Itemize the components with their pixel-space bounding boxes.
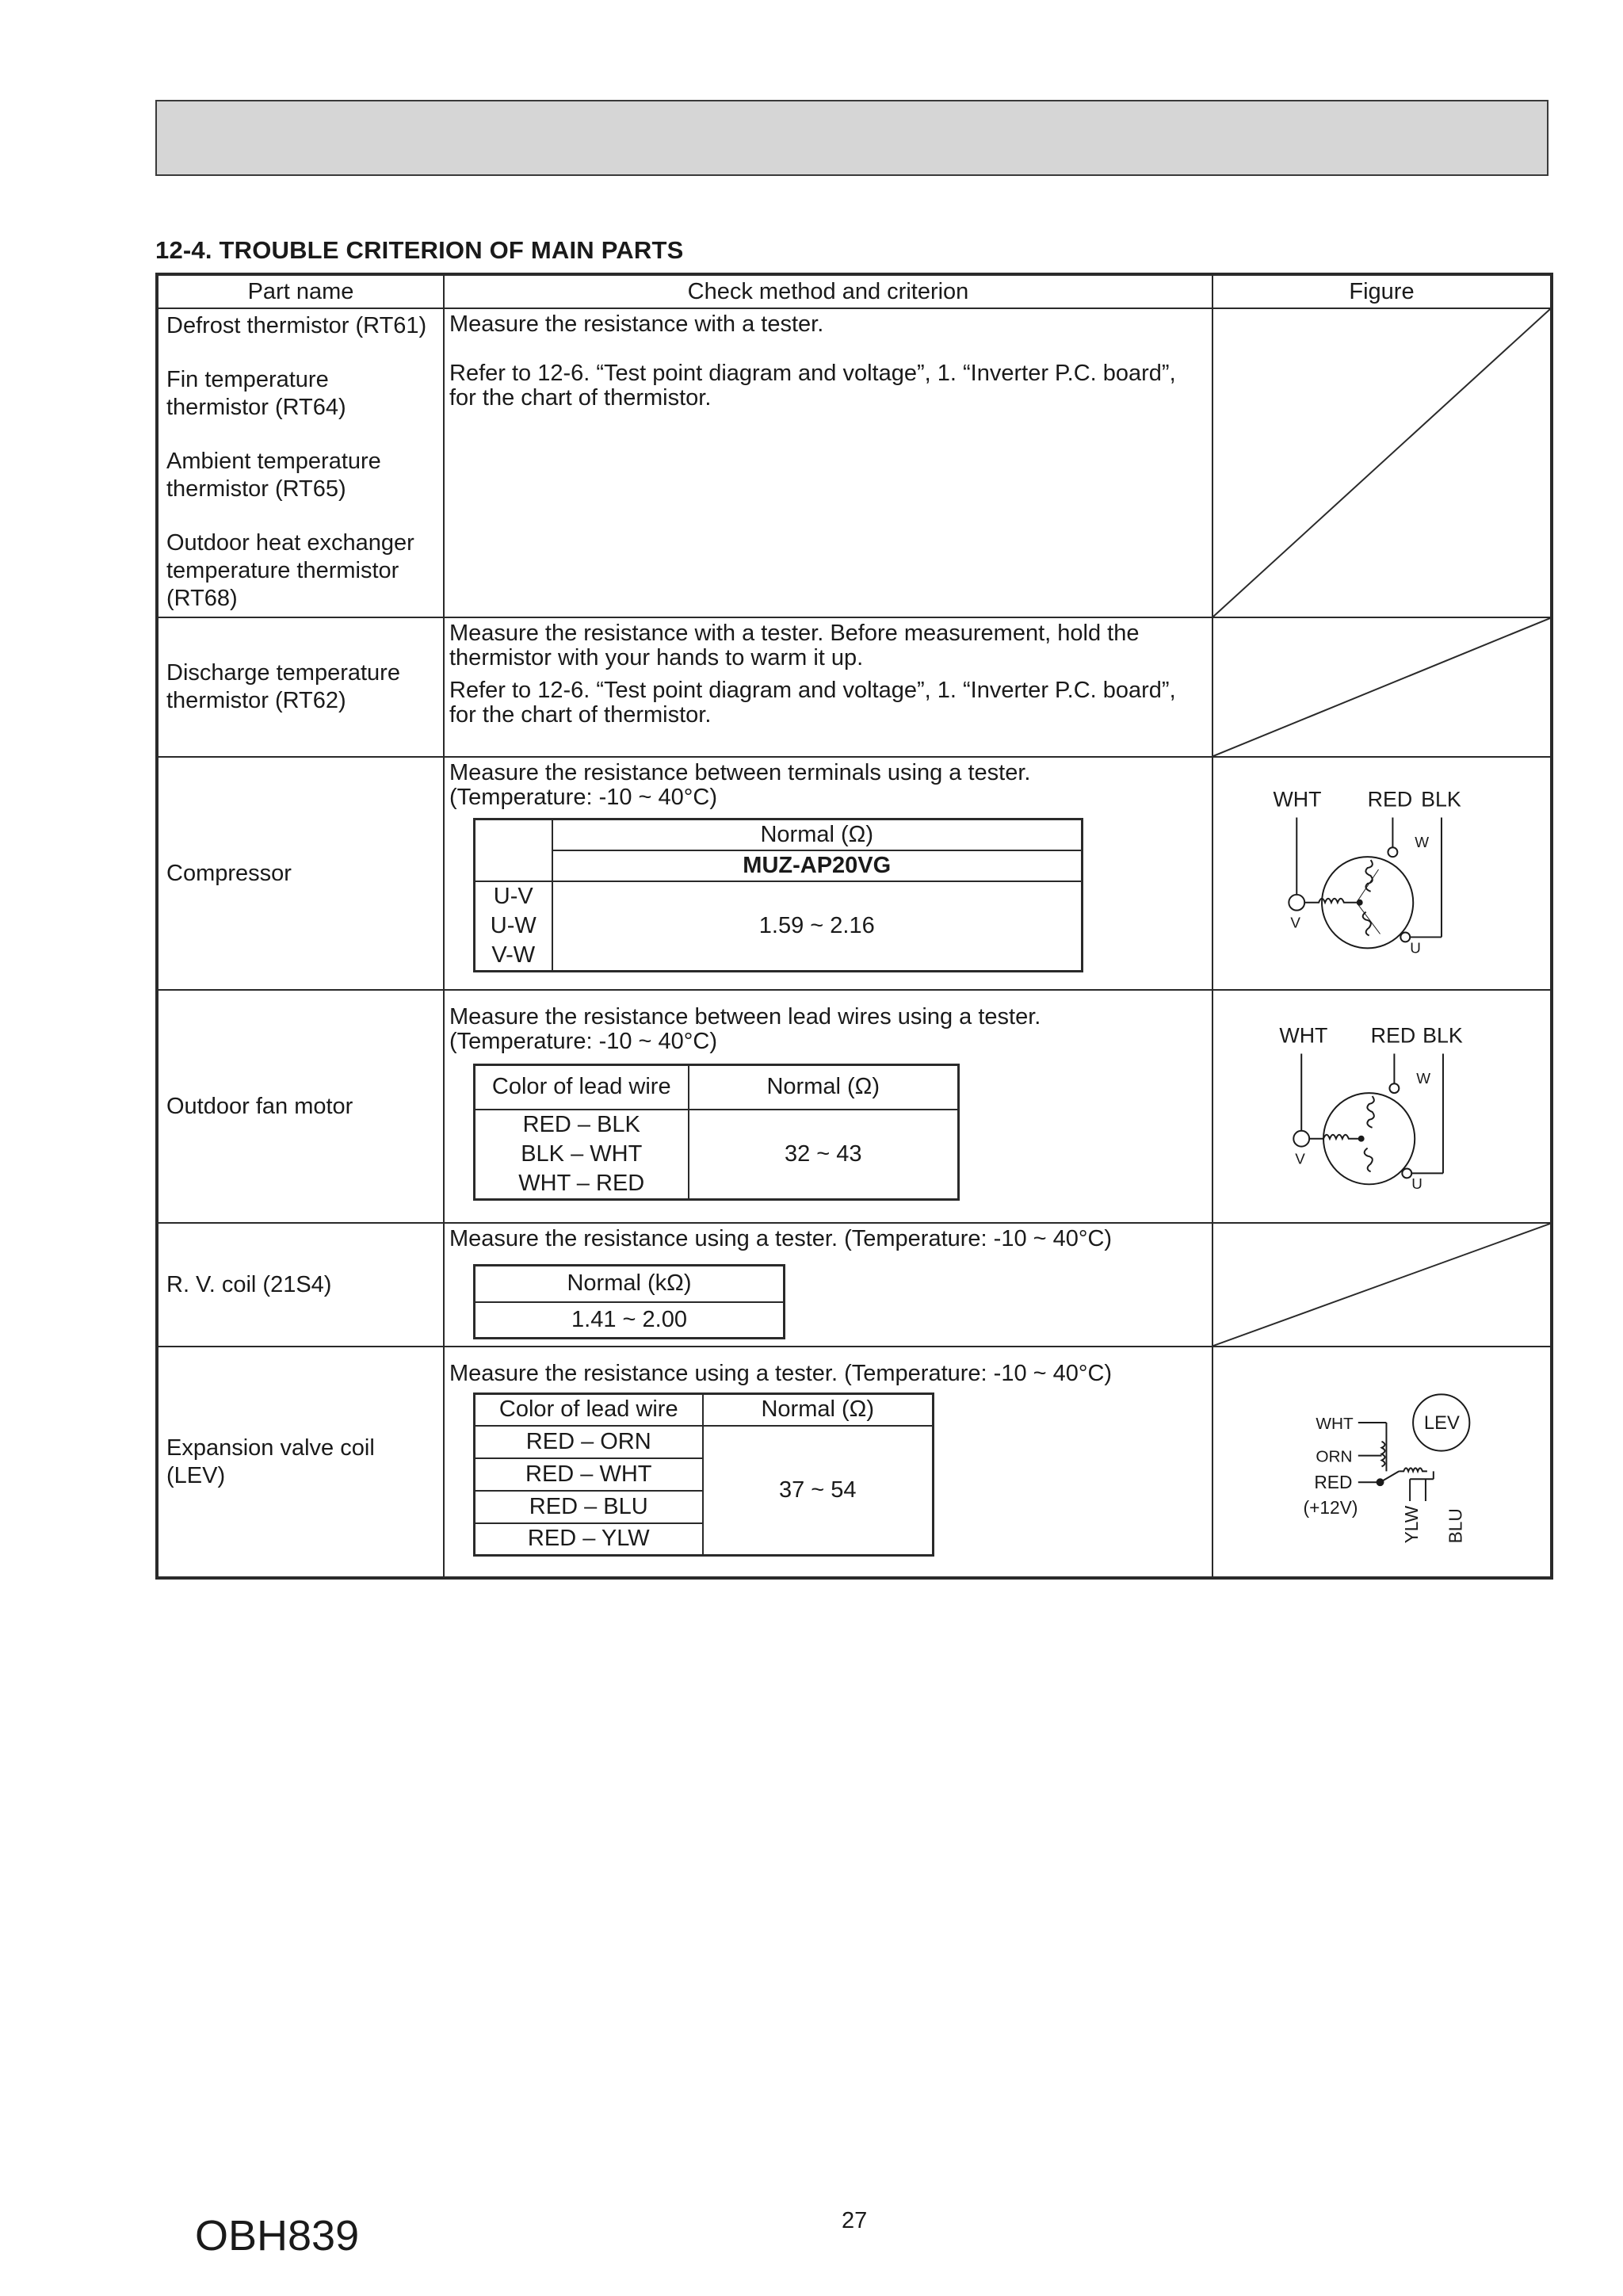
- page-number: 27: [842, 2208, 868, 2233]
- part-name-cell: [157, 308, 444, 617]
- wire-label-ylw: YLW: [1401, 1505, 1423, 1544]
- part-name: Ambient temperature thermistor (RT65): [166, 449, 381, 502]
- part-name-cell: [157, 1347, 444, 1578]
- check-method-cell: [444, 757, 1212, 990]
- figure-cell: [1212, 757, 1552, 990]
- terminal-pair: U-W: [490, 913, 537, 938]
- part-name-cell: [157, 757, 444, 990]
- figure-cell: [1212, 1347, 1552, 1578]
- part-name: Discharge temperature thermistor (RT62): [166, 660, 400, 713]
- check-text: Refer to 12-6. “Test point diagram and voltage”, 1. “Inverter P.C. board”, for the chart of thermistor.: [449, 361, 1176, 411]
- diagonal-line: [1213, 309, 1550, 617]
- check-text: Measure the resistance between lead wires using a tester.: [449, 1004, 1041, 1030]
- part-name: Outdoor heat exchanger temperature thermistor (RT68): [166, 530, 414, 611]
- part-name-cell: [157, 617, 444, 757]
- wire-pair: WHT – RED: [518, 1170, 645, 1196]
- part-name-cell: [157, 1223, 444, 1347]
- lev-wiring-diagram: [1213, 1347, 1550, 1576]
- table-row: [157, 757, 1552, 990]
- part-name: R. V. coil (21S4): [166, 1271, 332, 1297]
- table-row: [157, 617, 1552, 757]
- wire-pair: RED – BLU: [475, 1491, 703, 1523]
- terminal-pair: U-V: [493, 884, 533, 909]
- wire-label-wht: WHT: [1279, 1023, 1328, 1048]
- check-method-cell: [444, 1347, 1212, 1578]
- figure-cell-empty: [1212, 308, 1552, 617]
- wire-pair: RED – BLK: [522, 1111, 640, 1137]
- table-row: [157, 308, 1552, 617]
- table-row: [157, 1347, 1552, 1578]
- compressor-resistance-table: [473, 818, 1083, 972]
- check-text: (Temperature: -10 ~ 40°C): [449, 1029, 717, 1054]
- part-name: Fin temperature thermistor (RT64): [166, 367, 346, 420]
- wire-pair: RED – WHT: [475, 1458, 703, 1491]
- check-text: Measure the resistance with a tester. Before measurement, hold the thermistor with your hands to warm it up.: [449, 621, 1140, 670]
- check-text: Measure the resistance using a tester. (Temperature: -10 ~ 40°C): [449, 1226, 1113, 1251]
- header-part-name: Part name: [157, 274, 444, 308]
- check-text: Measure the resistance with a tester.: [449, 311, 824, 337]
- resistance-value: 37 ~ 54: [703, 1426, 934, 1556]
- check-method-cell: [444, 990, 1212, 1223]
- terminal-label-v: V: [1290, 914, 1300, 931]
- terminal-pair: V-W: [491, 942, 536, 968]
- normal-header: Normal (Ω): [552, 819, 1083, 851]
- part-name: Compressor: [166, 860, 292, 886]
- wire-pairs: [475, 1110, 689, 1200]
- resistance-value: 1.41 ~ 2.00: [475, 1302, 785, 1339]
- part-name: Defrost thermistor (RT61): [166, 313, 427, 338]
- compressor-wiring-diagram: [1213, 758, 1550, 989]
- figure-cell-empty: [1212, 617, 1552, 757]
- terminal-label-u: U: [1411, 1175, 1423, 1193]
- lev-label: LEV: [1423, 1412, 1460, 1434]
- check-text: (Temperature: -10 ~ 40°C): [449, 785, 717, 810]
- header-bar: [155, 100, 1549, 176]
- terminal-label-w: W: [1416, 1070, 1431, 1087]
- wire-label-blu: BLU: [1445, 1508, 1466, 1544]
- wire-label-wht: WHT: [1316, 1414, 1354, 1433]
- wire-pair: RED – ORN: [475, 1426, 703, 1458]
- wire-label-red: RED: [1367, 787, 1413, 812]
- part-name-cell: [157, 990, 444, 1223]
- check-text: Measure the resistance between terminals using a tester.: [449, 760, 1031, 785]
- col-normal: Normal (Ω): [703, 1394, 934, 1426]
- normal-header: Normal (kΩ): [475, 1266, 785, 1302]
- wire-label-wht: WHT: [1273, 787, 1322, 812]
- wire-label-red: RED: [1370, 1023, 1416, 1048]
- diagonal-line: [1213, 1224, 1550, 1346]
- voltage-label: (+12V): [1303, 1496, 1358, 1518]
- terminal-list: [475, 881, 552, 972]
- check-method-cell: [444, 617, 1212, 757]
- rv-coil-resistance-table: [473, 1264, 785, 1339]
- diagonal-line: [1213, 618, 1550, 756]
- figure-cell-empty: [1212, 1223, 1552, 1347]
- section-title: 12-4. TROUBLE CRITERION OF MAIN PARTS: [155, 236, 684, 264]
- col-lead-wire: Color of lead wire: [475, 1065, 689, 1110]
- document-code: OBH839: [195, 2212, 360, 2260]
- wire-label-blk: BLK: [1423, 1023, 1463, 1048]
- table-row: [157, 1223, 1552, 1347]
- col-normal: Normal (Ω): [689, 1065, 959, 1110]
- wire-label-red: RED: [1314, 1472, 1353, 1493]
- lev-resistance-table: [473, 1392, 934, 1557]
- wire-pair: RED – YLW: [475, 1523, 703, 1556]
- lev-coil-icon: [1358, 1394, 1470, 1501]
- check-method-cell: [444, 1223, 1212, 1347]
- model-name: MUZ-AP20VG: [552, 850, 1083, 881]
- fan-motor-resistance-table: [473, 1064, 960, 1201]
- table-row: [157, 990, 1552, 1223]
- part-name: Outdoor fan motor: [166, 1093, 353, 1119]
- col-lead-wire: Color of lead wire: [475, 1394, 703, 1426]
- table-header-row: [157, 274, 1552, 308]
- wire-pair: BLK – WHT: [521, 1140, 643, 1167]
- header-figure: Figure: [1212, 274, 1552, 308]
- resistance-value: 32 ~ 43: [689, 1110, 959, 1200]
- terminal-label-v: V: [1295, 1150, 1305, 1167]
- trouble-criterion-table: [155, 273, 1553, 1580]
- figure-cell: [1212, 990, 1552, 1223]
- wire-label-blk: BLK: [1421, 787, 1461, 812]
- check-text: Refer to 12-6. “Test point diagram and voltage”, 1. “Inverter P.C. board”, for the chart of thermistor.: [449, 678, 1176, 728]
- part-name: Expansion valve coil (LEV): [166, 1435, 375, 1488]
- fan-motor-wiring-diagram: [1213, 991, 1550, 1222]
- terminal-label-w: W: [1415, 834, 1430, 851]
- resistance-value: 1.59 ~ 2.16: [552, 881, 1083, 972]
- terminal-label-u: U: [1410, 939, 1421, 957]
- wire-label-orn: ORN: [1316, 1447, 1353, 1466]
- header-check-method: Check method and criterion: [444, 274, 1212, 308]
- check-method-cell: [444, 308, 1212, 617]
- check-text: Measure the resistance using a tester. (Temperature: -10 ~ 40°C): [449, 1361, 1113, 1386]
